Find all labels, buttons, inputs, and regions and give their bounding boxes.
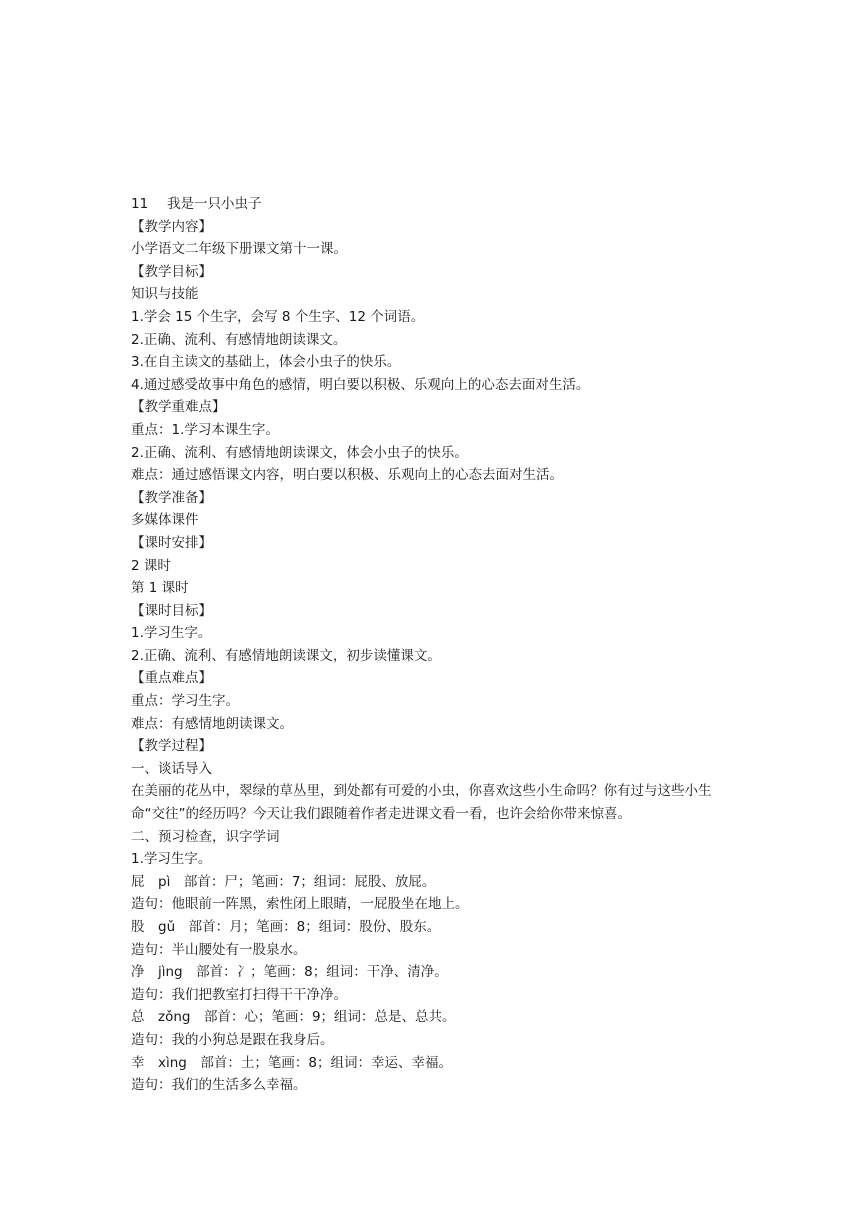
character-entry: 总 zǒng 部首：心；笔画：9；组词：总是、总共。 xyxy=(131,1009,456,1026)
text-line: 重点：1.学习本课生字。 xyxy=(131,421,279,438)
text-line: 二、预习检查，识字学词 xyxy=(131,828,280,845)
character-entry: 屁 pì 部首：尸；笔画：7；组词：屁股、放屁。 xyxy=(131,873,436,890)
text-line: 【教学内容】 xyxy=(131,218,212,235)
text-line: 小学语文二年级下册课文第十一课。 xyxy=(131,241,347,258)
text-line: 2 课时 xyxy=(131,557,171,574)
text-line: 难点：有感情地朗读课文。 xyxy=(131,715,293,732)
text-line: 重点：学习生字。 xyxy=(131,693,239,710)
text-line: 1.学习生字。 xyxy=(131,625,212,642)
lesson-title xyxy=(131,193,741,216)
text-line: 多媒体课件 xyxy=(131,512,199,529)
text-line: 【课时目标】 xyxy=(131,602,212,619)
text-line: 【教学重难点】 xyxy=(131,399,226,416)
text-line: 一、谈话导入 xyxy=(131,760,212,777)
example-sentence: 造句：他眼前一阵黑，索性闭上眼睛，一屁股坐在地上。 xyxy=(131,896,469,913)
character-entry: 股 gǔ 部首：月；笔画：8；组词：股份、股东。 xyxy=(131,919,441,935)
example-sentence: 造句：我们把教室打扫得干干净净。 xyxy=(131,986,347,1003)
text-line: 第 1 课时 xyxy=(131,580,189,597)
text-line: 4.通过感受故事中角色的感情，明白要以积极、乐观向上的心态去面对生活。 xyxy=(131,376,590,393)
example-sentence: 造句：我的小狗总是跟在我身后。 xyxy=(131,1031,334,1048)
example-sentence: 造句：我们的生活多么幸福。 xyxy=(131,1077,307,1094)
text-line: 知识与技能 xyxy=(131,286,199,303)
document-page xyxy=(131,193,741,1097)
text-line: 2.正确、流利、有感情地朗读课文，初步读懂课文。 xyxy=(131,647,441,664)
text-line: 【课时安排】 xyxy=(131,534,212,551)
character-entry: 幸 xìng 部首：土；笔画：8；组词：幸运、幸福。 xyxy=(131,1054,452,1071)
intro-paragraph: 在美丽的花丛中，翠绿的草丛里，到处都有可爱的小虫，你喜欢这些小生命吗？你有过与这些小生命“交往”的经历吗？今天让我们跟随着作者走进课文看一看，也许会给你带来惊喜。 xyxy=(131,783,712,823)
text-line: 【重点难点】 xyxy=(131,670,212,687)
text-line: 【教学准备】 xyxy=(131,489,212,506)
text-line: 2.正确、流利、有感情地朗读课文，体会小虫子的快乐。 xyxy=(131,444,468,461)
text-line: 【教学目标】 xyxy=(131,263,212,280)
text-line: 1.学习生字。 xyxy=(131,851,212,868)
lesson-number: 11 xyxy=(131,196,149,212)
text-line: 1.学会 15 个生字，会写 8 个生字、12 个词语。 xyxy=(131,308,425,325)
text-line: 【教学过程】 xyxy=(131,738,212,755)
text-line: 3.在自主读文的基础上，体会小虫子的快乐。 xyxy=(131,354,401,371)
text-line: 难点：通过感悟课文内容，明白要以积极、乐观向上的心态去面对生活。 xyxy=(131,467,563,484)
text-line: 2.正确、流利、有感情地朗读课文。 xyxy=(131,331,347,348)
lesson-title-text: 我是一只小虫子 xyxy=(167,196,262,212)
example-sentence: 造句：半山腰处有一股泉水。 xyxy=(131,941,307,958)
character-entry: 净 jìng 部首：冫；笔画：8；组词：干净、清净。 xyxy=(131,964,448,981)
